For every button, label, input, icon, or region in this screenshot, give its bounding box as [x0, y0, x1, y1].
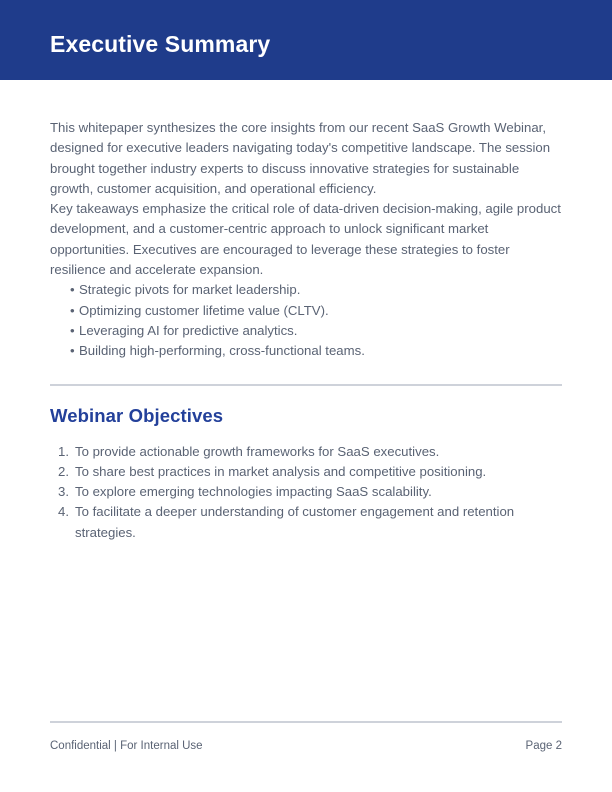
list-item-label: Strategic pivots for market leadership. — [79, 282, 301, 298]
main-content — [50, 118, 562, 543]
list-item-number: 2. — [58, 463, 69, 479]
list-item — [50, 301, 562, 321]
list-item — [50, 462, 562, 482]
list-item-label: To share best practices in market analysis and competitive positioning. — [75, 463, 487, 479]
list-item-label: To facilitate a deeper understanding of customer engagement and retention strategies. — [75, 504, 515, 540]
summary-paragraph-1: This whitepaper synthesizes the core insights from our recent SaaS Growth Webinar, designed for executive leaders navigating today's competitive landscape. The session brought together industry experts to discuss innovative strategies for sustainable growth, customer acquisition, and operational efficiency. — [50, 120, 551, 196]
list-item-label: To provide actionable growth frameworks for SaaS executives. — [75, 443, 440, 459]
list-item — [50, 280, 562, 300]
key-takeaways-list — [50, 280, 562, 361]
summary-paragraph-2: Key takeaways emphasize the critical role of data-driven decision-making, agile product development, and a customer-centric approach to unlock significant market opportunities. Executives are encouraged to leverage these strategies to foster resilience and accelerate expansion. — [50, 201, 561, 278]
webinar-objectives-list — [50, 428, 562, 543]
list-item-number: 3. — [58, 484, 69, 500]
list-item — [50, 321, 562, 341]
list-item-label: To explore emerging technologies impacting SaaS scalability. — [75, 484, 432, 500]
list-item-number: 4. — [58, 504, 69, 520]
page-title: Executive Summary — [50, 31, 271, 57]
list-item — [50, 502, 562, 543]
list-item-label: Leveraging AI for predictive analytics. — [79, 322, 298, 338]
list-item-label: Optimizing customer lifetime value (CLTV). — [79, 302, 329, 318]
section-heading-webinar-objectives: Webinar Objectives — [50, 404, 224, 426]
list-item — [50, 341, 562, 361]
bullet-icon: • — [70, 343, 75, 359]
list-item — [50, 482, 562, 502]
list-item — [50, 442, 562, 462]
bullet-icon: • — [70, 322, 75, 338]
footer-row — [50, 723, 562, 753]
list-item-label: Building high-performing, cross-functional teams. — [79, 343, 365, 359]
page-footer — [50, 721, 562, 753]
footer-classification: Confidential | For Internal Use — [50, 740, 203, 752]
bullet-icon: • — [70, 302, 75, 318]
footer-page-number: Page 2 — [525, 740, 562, 752]
list-item-number: 1. — [58, 443, 69, 459]
page-header-band — [0, 0, 612, 80]
bullet-icon: • — [70, 282, 75, 298]
